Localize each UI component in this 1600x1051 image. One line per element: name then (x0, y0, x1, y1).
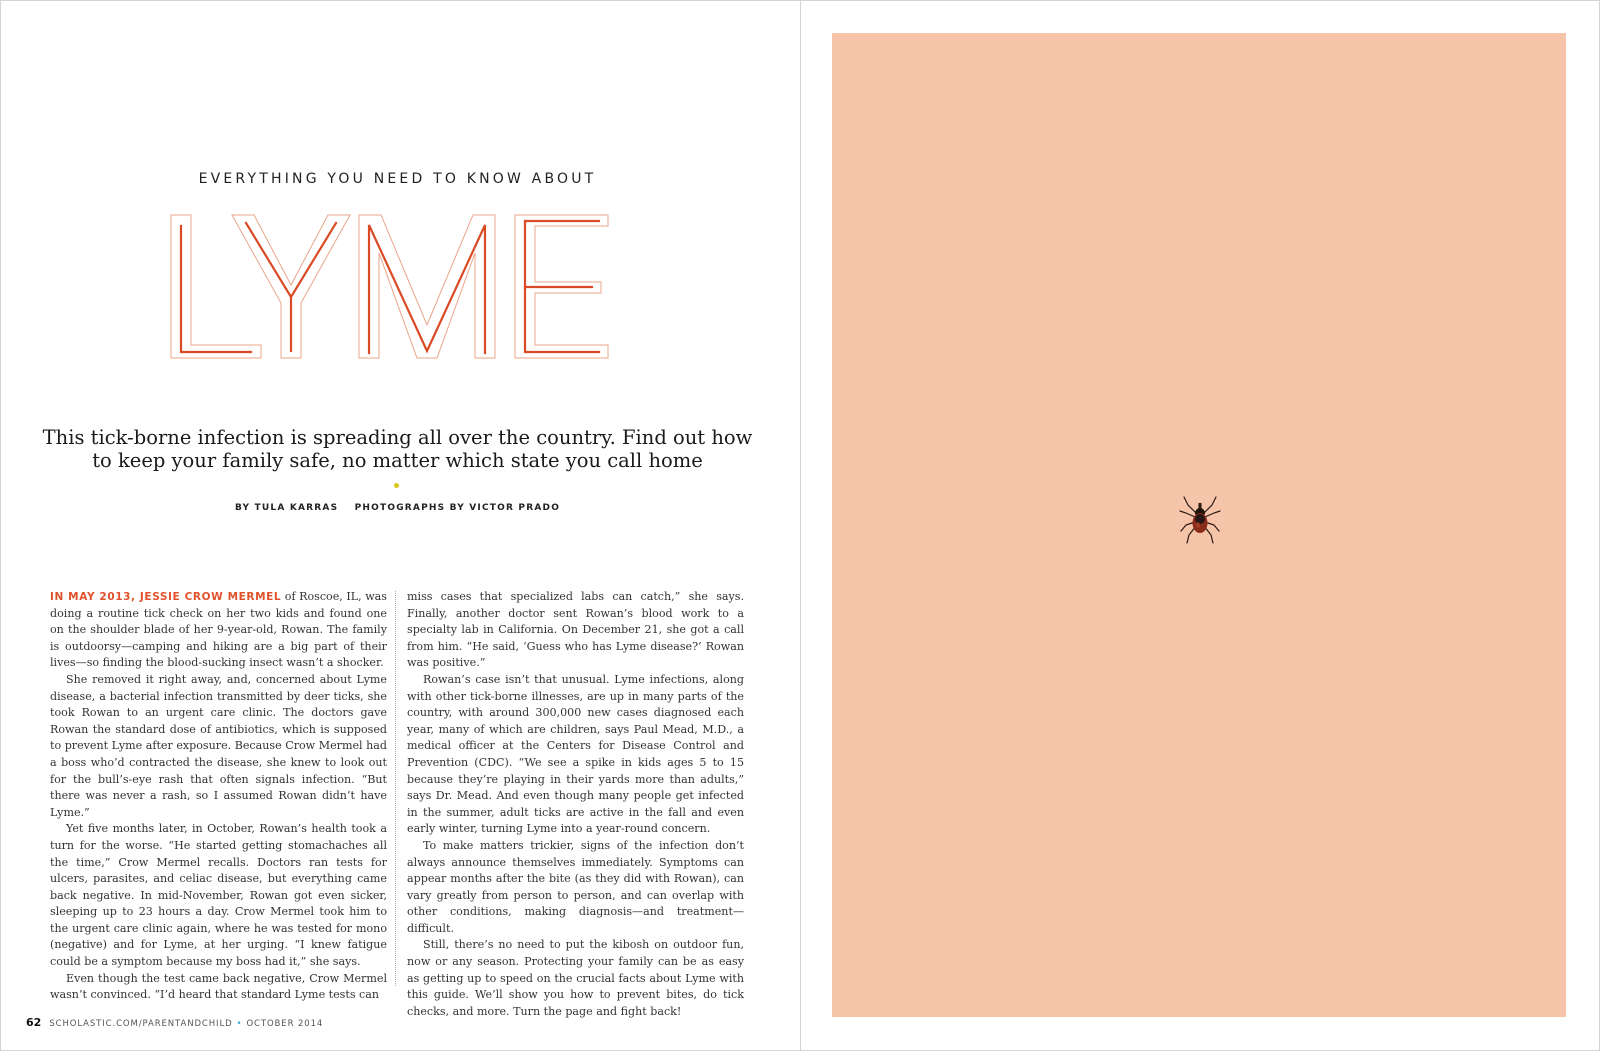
byline-author: BY TULA KARRAS (234, 503, 339, 513)
article-column-2 (407, 589, 744, 1020)
headline-inner-stroke (181, 221, 599, 353)
article-paragraph: Rowan’s case isn’t that unusual. Lyme infections, along with other tick-borne illnesses, are up in many parts of the country, with around 300,000 new cases diagnosed each year, many of which are children, says Paul Mead, M.D., a medical officer at the Centers for Disease Control and Prevention (CDC). “We see a spike in kids ages 5 to 15 because they’re playing in their yards more than adults,” says Dr. Mead. And even though many people get infected in the summer, adult ticks are active in the fall and even early winter, turning Lyme into a year-round concern. (407, 672, 744, 836)
byline (1, 503, 794, 513)
folio (26, 1016, 323, 1029)
decorative-dot (394, 483, 399, 488)
article-lead-in: IN MAY 2013, JESSIE CROW MERMEL (50, 591, 282, 603)
folio-issue: OCTOBER 2014 (246, 1019, 324, 1029)
article-paragraph (50, 589, 387, 672)
article-paragraph: miss cases that specialized labs can catch,” she says. Finally, another doctor sent Rowan’s blood work to a specialty lab in California. On December 21, she got a call from him. “He said, ‘Guess who has Lyme disease?’ Rowan was positive.” (407, 590, 744, 670)
article-paragraph: She removed it right away, and, concerned about Lyme disease, a bacterial infection transmitted by deer ticks, she took Rowan to an urgent care clinic. The doctors gave Rowan the standard dose of antibiotics, which is supposed to prevent Lyme after exposure. Because Crow Mermel had a boss who’d contracted the disease, she knew to look out for the bull’s-eye rash that often signals infection. “But there was never a rash, so I assumed Rowan didn’t have Lyme.” (50, 672, 387, 819)
article-paragraph: To make matters trickier, signs of the infection don’t always announce themselves immediately. Symptoms can appear months after the bite (as they did with Rowan), can vary greatly from person to person, and can overlap with other conditions, making diagnosis—and treatment—difficult. (407, 838, 744, 935)
dek: This tick-borne infection is spreading all over the country. Find out how to keep your family safe, no matter which state you call home (42, 426, 753, 472)
kicker: EVERYTHING YOU NEED TO KNOW ABOUT (198, 171, 597, 187)
article-paragraph: Still, there’s no need to put the kibosh on outdoor fun, now or any season. Protecting your family can be as easy as getting up to speed on the crucial facts about Lyme with this guide. We’ll show you how to prevent bites, do tick checks, and more. Turn the page and fight back! (407, 938, 744, 1018)
column-divider (395, 591, 396, 986)
tick-icon (1178, 493, 1222, 549)
folio-site: SCHOLASTIC.COM/PARENTANDCHILD (49, 1019, 233, 1029)
article-paragraph: Yet five months later, in October, Rowan’s health took a turn for the worse. “He started getting stomachaches all the time,” Crow Mermel recalls. Doctors ran tests for ulcers, parasites, and celiac disease, but everything came back negative. In mid-November, Rowan got even sicker, sleeping up to 23 hours a day. Crow Mermel took him to the urgent care clinic again, where he was tested for mono (negative) and for Lyme, at her urging. “I knew fatigue could be a symptom because my boss had it,” she says. (50, 822, 387, 969)
headline-lyme (169, 213, 619, 365)
article-paragraph: Even though the test came back negative, Crow Mermel wasn’t convinced. “I’d heard that standard Lyme tests can (50, 971, 387, 1002)
article-column-1 (50, 589, 387, 1004)
byline-photographer: PHOTOGRAPHS BY VICTOR PRADO (354, 503, 561, 513)
page-number: 62 (26, 1016, 42, 1029)
article-paragraph-text: of Roscoe, IL, was doing a routine tick check on her two kids and found one on the shoulder blade of her 9-year-old, Rowan. The family is outdoorsy—camping and hiking are a big part of their lives—so finding the blood-sucking insect wasn’t a shocker. (50, 590, 387, 670)
folio-bullet: • (236, 1019, 243, 1029)
